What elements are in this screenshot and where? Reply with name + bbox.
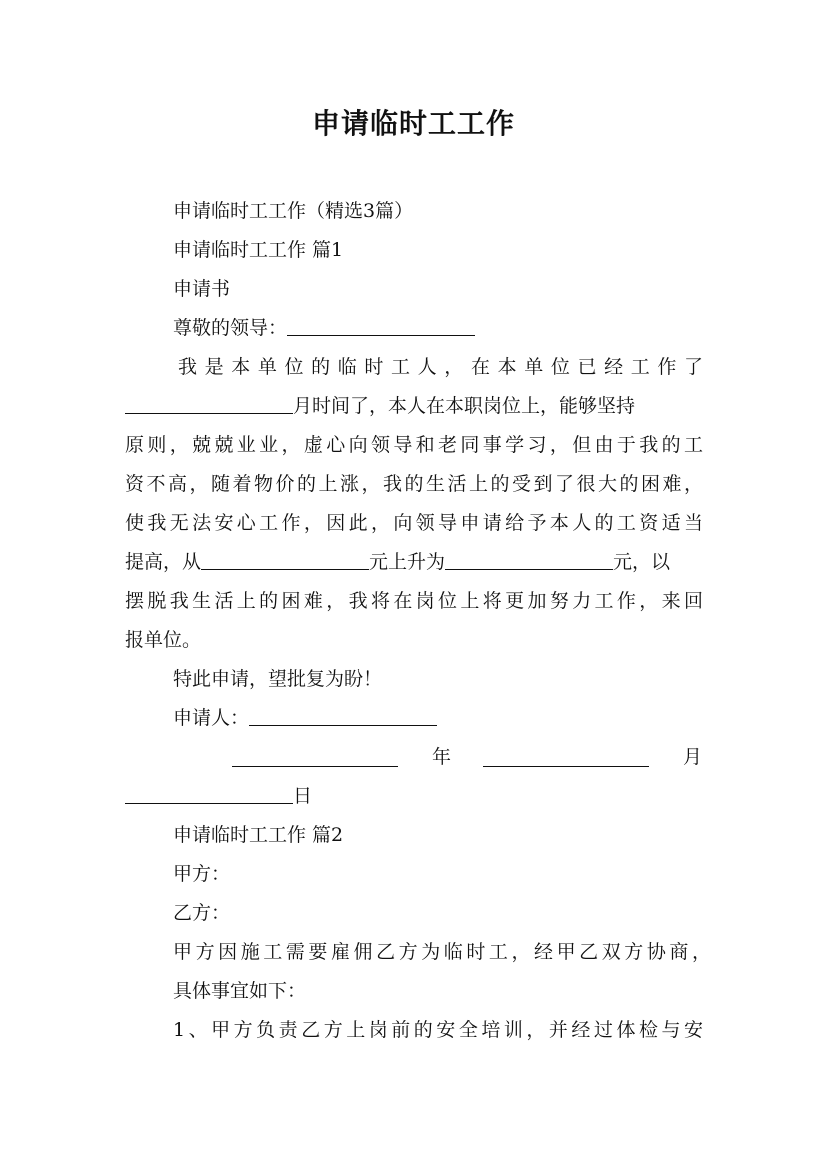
closing-line: 特此申请，望批复为盼！ <box>173 668 383 690</box>
body-line-6 <box>125 550 670 574</box>
body-line-6-a: 提高，从 <box>125 551 202 573</box>
year-label: 年 <box>432 746 452 768</box>
body-line-4: 资不高，随着物价的上涨，我的生活上的受到了很大的困难， <box>125 473 703 495</box>
month-blank <box>483 748 649 767</box>
body-line-6-c: 元，以 <box>613 551 671 573</box>
day-line <box>125 784 312 808</box>
day-blank <box>125 785 293 804</box>
body-line-3: 原则，兢兢业业，虚心向领导和老同事学习，但由于我的工 <box>125 434 703 456</box>
body-line-8: 报单位。 <box>125 629 202 651</box>
part1-heading: 申请临时工工作 篇1 <box>173 239 344 261</box>
salutation-text: 尊敬的领导： <box>173 317 288 339</box>
new-salary-blank <box>445 551 613 570</box>
body-line-7: 摆脱我生活上的困难，我将在岗位上将更加努力工作，来回 <box>125 590 703 612</box>
part2-heading: 申请临时工工作 篇2 <box>173 824 344 846</box>
item-1-line: 1、甲方负责乙方上岗前的安全培训，并经过体检与安 <box>173 1019 703 1041</box>
applicant-name-blank <box>249 707 437 726</box>
body-line-2 <box>125 394 635 418</box>
doc-type-label: 申请书 <box>173 278 231 300</box>
month-label: 月 <box>683 746 703 768</box>
intro-line-2: 具体事宜如下： <box>173 980 307 1002</box>
document-title: 申请临时工工作 <box>311 107 515 140</box>
body-line-1: 我是本单位的临时工人，在本单位已经工作了 <box>178 356 703 378</box>
party-b-line: 乙方： <box>173 902 231 924</box>
leader-name-blank <box>287 317 475 336</box>
year-blank <box>232 748 398 767</box>
current-salary-blank <box>201 551 369 570</box>
document-subtitle: 申请临时工工作（精选3篇） <box>173 200 414 222</box>
intro-line-1: 甲方因施工需要雇佣乙方为临时工，经甲乙双方协商， <box>173 941 711 963</box>
salutation-line <box>173 316 475 340</box>
day-label: 日 <box>293 785 313 807</box>
party-a-line: 甲方： <box>173 863 231 885</box>
months-blank <box>125 395 293 414</box>
applicant-line <box>173 706 437 730</box>
body-line-2-text: 月时间了，本人在本职岗位上，能够坚持 <box>293 395 636 417</box>
applicant-label: 申请人： <box>173 707 250 729</box>
body-line-5: 使我无法安心工作，因此，向领导申请给予本人的工资适当 <box>125 512 703 534</box>
body-line-6-b: 元上升为 <box>369 551 446 573</box>
